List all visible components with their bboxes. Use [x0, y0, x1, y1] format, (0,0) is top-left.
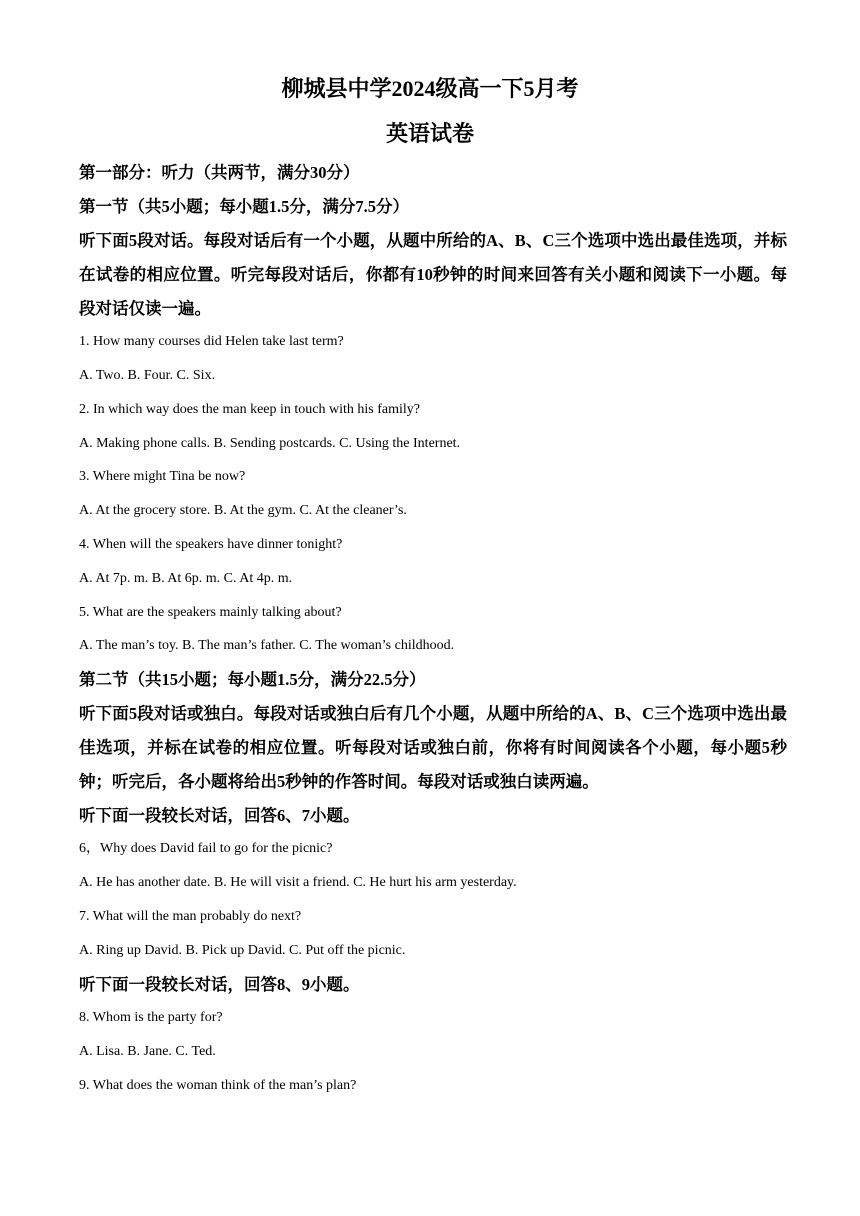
- group1-heading: 听下面一段较长对话，回答6、7小题。: [79, 806, 360, 825]
- section1-heading: 第一节（共5小题；每小题1.5分，满分7.5分）: [79, 197, 409, 216]
- question-3: 3. Where might Tina be now?: [79, 469, 246, 484]
- options-3: A. At the grocery store. B. At the gym. C. At the cleaner’s.: [79, 503, 407, 518]
- question-4: 4. When will the speakers have dinner tonight?: [79, 537, 343, 552]
- exam-title: 柳城县中学2024级高一下5月考: [281, 76, 579, 101]
- section2-heading: 第二节（共15小题；每小题1.5分，满分22.5分）: [79, 670, 426, 689]
- options-1: A. Two. B. Four. C. Six.: [79, 368, 216, 383]
- options-8: A. Lisa. B. Jane. C. Ted.: [79, 1044, 216, 1059]
- question-9: 9. What does the woman think of the man’s plan?: [79, 1078, 357, 1093]
- section1-instruction: 听下面5段对话。每段对话后有一个小题，从题中所给的A、B、C三个选项中选出最佳选项，并标在试卷的相应位置。听完每段对话后，你都有10秒钟的时间来回答有关小题和阅读下一小题。每段对话仅读一遍。: [79, 231, 787, 318]
- options-7: A. Ring up David. B. Pick up David. C. Put off the picnic.: [79, 943, 406, 958]
- exam-subtitle: 英语试卷: [385, 121, 474, 146]
- question-2: 2. In which way does the man keep in touch with his family?: [79, 402, 420, 417]
- question-5: 5. What are the speakers mainly talking about?: [79, 605, 342, 620]
- question-8: 8. Whom is the party for?: [79, 1010, 223, 1025]
- question-7: 7. What will the man probably do next?: [79, 909, 302, 924]
- options-2: A. Making phone calls. B. Sending postcards. C. Using the Internet.: [79, 436, 461, 451]
- part1-heading: 第一部分：听力（共两节，满分30分）: [79, 163, 360, 182]
- question-6: 6，Why does David fail to go for the picnic?: [79, 841, 333, 856]
- options-5: A. The man’s toy. B. The man’s father. C. The woman’s childhood.: [79, 638, 455, 653]
- group2-heading: 听下面一段较长对话，回答8、9小题。: [79, 975, 360, 994]
- section2-instruction: 听下面5段对话或独白。每段对话或独白后有几个小题，从题中所给的A、B、C三个选项中选出最佳选项，并标在试卷的相应位置。听每段对话或独白前，你将有时间阅读各个小题，每小题5秒钟；听完后，各小题将给出5秒钟的作答时间。每段对话或独白读两遍。: [79, 704, 787, 791]
- options-4: A. At 7p. m. B. At 6p. m. C. At 4p. m.: [79, 571, 293, 586]
- question-1: 1. How many courses did Helen take last term?: [79, 334, 344, 349]
- options-6: A. He has another date. B. He will visit a friend. C. He hurt his arm yesterday.: [79, 875, 517, 890]
